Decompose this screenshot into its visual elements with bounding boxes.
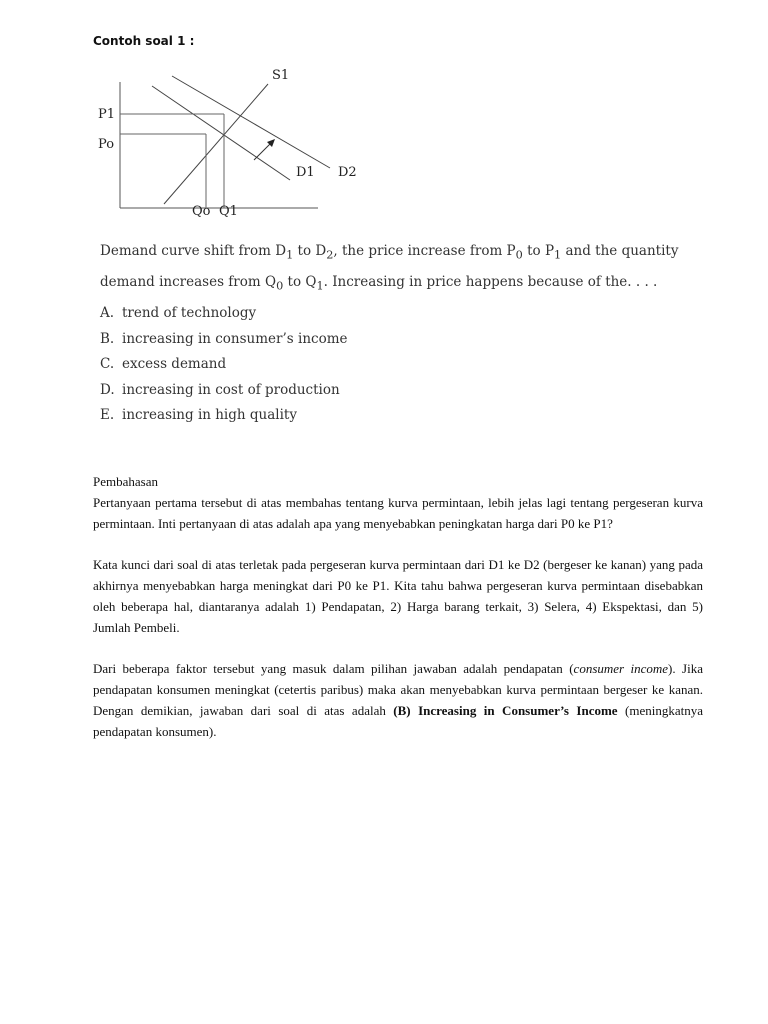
label-s1: S1 — [272, 68, 290, 83]
discussion-title: Pembahasan — [93, 474, 158, 489]
label-p0: Po — [98, 137, 115, 152]
label-d2: D2 — [338, 165, 357, 180]
question-text: Demand curve shift from $D_1$ to $D_2$, the price increase from $P_0$ to $P_1$ and the quantity demand increases from $Q_0$ to $Q_1$. Increasing in price happens because of the. . . . — [100, 243, 679, 293]
label-p1: P1 — [98, 107, 116, 122]
discussion-paragraph-2: Kata kunci dari soal di atas terletak pada pergeseran kurva permintaan dari D1 ke D2 (bergeser ke kanan) yang pada akhirnya menyebabkan harga meningkat dari P0 ke P1. Kita tahu bahwa pergeseran kurva permintaan disebabkan oleh beberapa hal, diantaranya adalah 1) Pendapatan, 2) Harga barang terkait, 3) Selera, 4) Ekspektasi, dan 5) Jumlah Pembeli. — [93, 557, 703, 635]
option-c: C. excess demand — [100, 356, 227, 372]
answer-options — [100, 302, 348, 430]
shift-arrow — [254, 142, 272, 160]
page-heading: Contoh soal 1 : — [93, 34, 195, 48]
label-d1: D1 — [296, 165, 315, 180]
option-d: D. increasing in cost of production — [100, 381, 340, 398]
discussion-section — [93, 472, 703, 742]
option-e: E. increasing in high quality — [100, 407, 297, 423]
label-q1: Q1 — [219, 204, 238, 219]
discussion-paragraph-1: Pertanyaan pertama tersebut di atas membahas tentang kurva permintaan, lebih jelas lagi tentang pergeseran kurva permintaan. Inti pertanyaan di atas adalah apa yang menyebabkan peningkatan harga dari P0 ke P1? — [93, 494, 703, 531]
option-b: B. increasing in consumer’s income — [100, 330, 348, 347]
option-a: A. trend of technology — [100, 305, 257, 321]
demand-curve-d2 — [172, 76, 330, 168]
supply-demand-diagram — [92, 64, 372, 224]
answer-highlight: (B) Increasing in Consumer’s Income — [393, 702, 618, 718]
label-q0: Qo — [192, 204, 211, 219]
discussion-paragraph-3: Dari beberapa faktor tersebut yang masuk dalam pilihan jawaban adalah pendapatan (consumer income). Jika pendapatan konsumen meningkat (cetertis paribus) maka akan menyebabkan kurva permintaan bergeser ke kanan. Dengan demikian, jawaban dari soal di atas adalah (B) Increasing in Consumer’s Income (meningkatnya pendapatan konsumen). — [93, 661, 703, 739]
